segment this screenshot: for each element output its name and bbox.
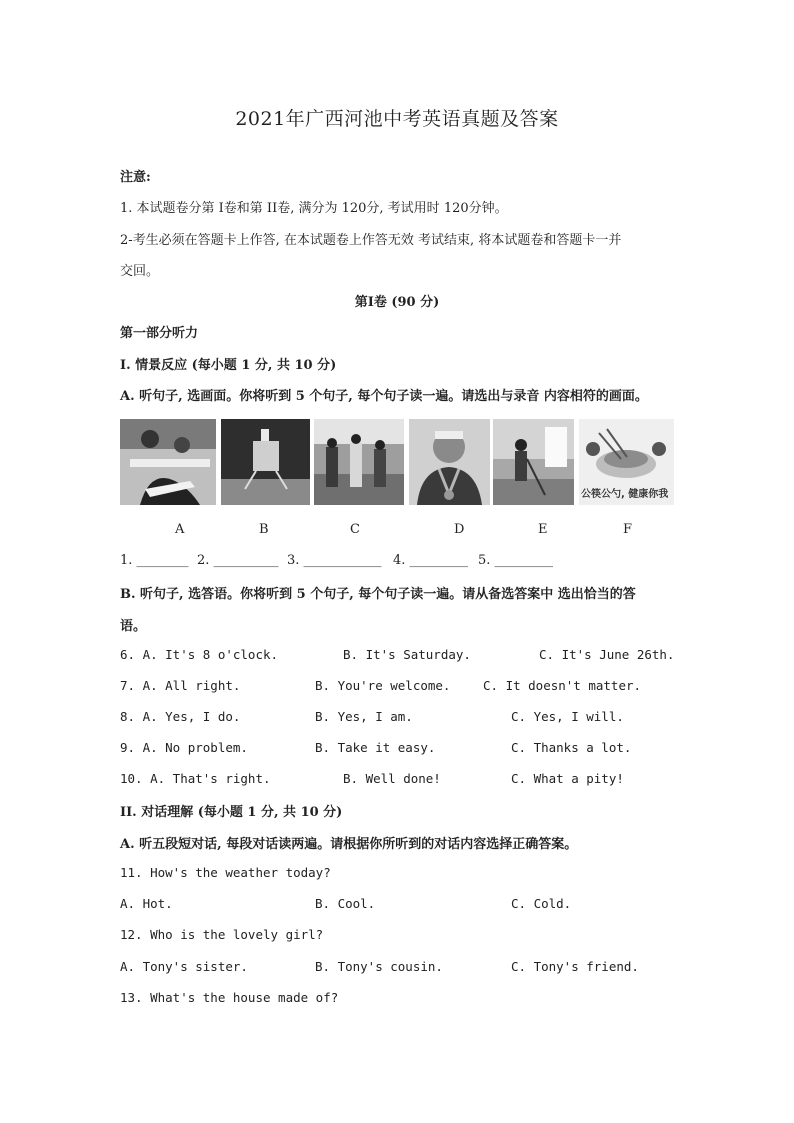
q10-option-a: 10. A. That's right.: [120, 771, 271, 786]
picture-label-b: B: [259, 522, 269, 537]
q13-question: 13. What's the house made of?: [120, 990, 339, 1005]
q12-option-a: A. Tony's sister.: [120, 959, 248, 974]
page-title: 2021年广西河池中考英语真题及答案: [235, 108, 559, 130]
q9-option-c: C. Thanks a lot.: [511, 740, 632, 755]
notice-line-2b: 交回。: [120, 264, 160, 279]
q12-option-b: B. Tony's cousin.: [315, 959, 443, 974]
q6-option-c: C. It's June 26th.: [539, 647, 675, 662]
notice-line-2a: 2-考生必须在答题卡上作答, 在本试题卷上作答无效 考试结束, 将本试题卷和答题卡一并: [120, 233, 622, 248]
q8-option-c: C. Yes, I will.: [511, 709, 624, 724]
q7-option-b: B. You're welcome.: [315, 678, 451, 693]
picture-label-d: D: [454, 522, 465, 537]
q6-option-b: B. It's Saturday.: [343, 647, 471, 662]
q7-option-a: 7. A. All right.: [120, 678, 241, 693]
q11-question: 11. How's the weather today?: [120, 865, 331, 880]
picture-e: [493, 419, 574, 505]
part-I-B-instruction: B. 听句子, 选答语。你将听到 5 个句子, 每个句子读一遍。请从备选答案中 选出恰当的答: [120, 587, 636, 602]
q9-option-a: 9. A. No problem.: [120, 740, 248, 755]
q11-option-a: A. Hot.: [120, 896, 173, 911]
answer-blank-2: 2. __________: [197, 553, 279, 568]
picture-f: [579, 419, 674, 505]
part-I-heading: I. 情景反应 (每小题 1 分, 共 10 分): [120, 358, 337, 373]
part-I-A-instruction: A. 听句子, 选画面。你将听到 5 个句子, 每个句子读一遍。请选出与录音 内容相符的画面。: [120, 389, 648, 404]
picture-label-a: A: [175, 522, 185, 537]
q10-option-c: C. What a pity!: [511, 771, 624, 786]
answer-blank-5: 5. _________: [478, 553, 554, 568]
q6-option-a: 6. A. It's 8 o'clock.: [120, 647, 279, 662]
q11-option-b: B. Cool.: [315, 896, 376, 911]
q7-option-c: C. It doesn't matter.: [483, 678, 642, 693]
picture-a: [120, 419, 216, 505]
q12-question: 12. Who is the lovely girl?: [120, 927, 324, 942]
q9-option-b: B. Take it easy.: [315, 740, 436, 755]
q12-option-c: C. Tony's friend.: [511, 959, 639, 974]
part-II-A-instruction: A. 听五段短对话, 每段对话读两遍。请根据你所听到的对话内容选择正确答案。: [120, 837, 578, 852]
q8-option-a: 8. A. Yes, I do.: [120, 709, 241, 724]
picture-f-caption: 公筷公勺, 健康你我: [581, 489, 669, 500]
picture-d: [409, 419, 490, 505]
notice-line-1: 1. 本试题卷分第 I卷和第 II卷, 满分为 120分, 考试用时 120分钟。: [120, 201, 508, 216]
part-I-B-instruction-cont: 语。: [120, 619, 147, 634]
picture-c: [314, 419, 404, 505]
picture-label-e: E: [538, 522, 548, 537]
q8-option-b: B. Yes, I am.: [315, 709, 413, 724]
picture-label-f: F: [623, 522, 633, 537]
picture-b: [221, 419, 310, 505]
notice-heading: 注意:: [120, 170, 151, 185]
answer-blank-4: 4. _________: [393, 553, 469, 568]
q11-option-c: C. Cold.: [511, 896, 572, 911]
answer-blank-3: 3. ____________: [287, 553, 382, 568]
answer-blank-1: 1. ________: [120, 553, 189, 568]
part-II-heading: II. 对话理解 (每小题 1 分, 共 10 分): [120, 805, 343, 820]
q10-option-b: B. Well done!: [343, 771, 441, 786]
section-heading: 第I卷 (90 分): [354, 295, 440, 310]
part-heading: 第一部分听力: [120, 326, 199, 341]
picture-label-c: C: [350, 522, 360, 537]
